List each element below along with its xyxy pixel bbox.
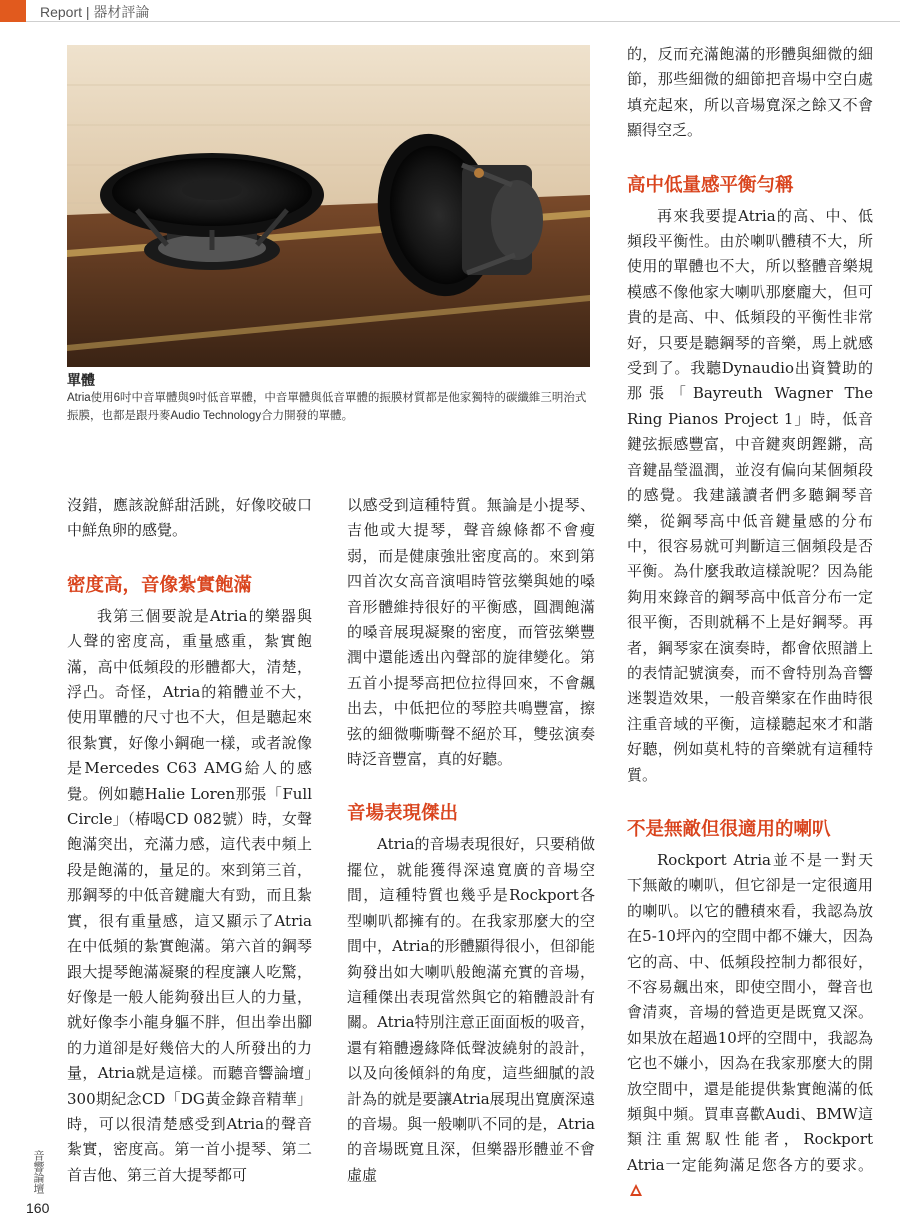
section-heading-soundstage: 音場表現傑出 [347,802,459,824]
paragraph: 我第三個要說是Atria的樂器與人聲的密度高，重量感重，紮實飽滿，高中低頻段的形體都大，清楚，浮凸。奇怪，Atria的箱體並不大，使用單體的尺寸也不大，但是聽起來很紮實，好像小鋼砲一樣，或者說像是Mercedes C63 AMG給人的感覺。例如聽Halie Loren那張「Full Circle」（椿喝CD 082號）時，女聲飽滿突出，充滿力感，這代表中頻上段是飽滿的，量足的。來到第三首，那鋼琴的中低音鍵龐大有勁，而且紮實，很有重量感，這又顯示了Atria在中低頻的紮實飽滿。第六首的鋼琴跟大提琴飽滿凝聚的程度讓人吃驚，好像是一般人能夠發出巨人的力量，就好像李小龍身軀不胖，但出拳出腳的力道卻是好幾倍大的人所發出的力量，Atria就是這樣。而聽音響論壇」300期紀念CD「DG黃金錄音精華」時，可以很清楚感受到Atria的聲音紮實，密度高。第一首小提琴、第二首吉他、第三首大提琴都可 [67,606,312,1184]
paragraph: 再來我要提Atria的高、中、低頻段平衡性。由於喇叭體積不大，所使用的單體也不大，所以整體音樂規模感不像他家大喇叭那麼龐大，但可貴的是高、中、低頻段的平衡性非常好，只要是聽鋼琴的音樂，馬上就感受到了。我聽Dynaudio出資贊助的那張「Bayreuth Wagner The Ring Pianos Project 1」時，低音鍵弦振感豐富，中音鍵爽朗鏗鏘，高音鍵晶瑩溫潤，並沒有偏向某個頻段的感覺。我建議讀者們多聽鋼琴音樂，從鋼琴高中低音鍵量感的分布中，很容易就可判斷這三個頻段是否平衡。為什麼我敢這樣說呢？因為能夠用來錄音的鋼琴高中低音分布一定很平衡，否則就稱不上是好鋼琴。再者，鋼琴家在演奏時，都會依照譜上的表情記號演奏，而不會特別為音響迷製造效果，一般音樂家在作曲時很注重音域的平衡，這樣聽起來才和諧好聽，例如莫札特的音樂就有這種特質。 [627,206,873,784]
paragraph-final [627,848,873,1204]
section-heading-balance: 高中低量感平衡勻稱 [627,173,794,195]
end-mark-icon [630,1184,642,1196]
paragraph: Atria的音場表現很好，只要稍做擺位，就能獲得深遠寬廣的音場空間，這種特質也幾乎是Rockport各型喇叭都擁有的。在我家那麼大的空間中，Atria的形體顯得很小，但卻能夠發出如大喇叭般飽滿充實的音場，這種傑出表現當然與它的箱體設計有關。Atria特別注意正面面板的吸音，還有箱體邊緣降低聲波繞射的設計，以及向後傾斜的角度，這些細膩的設計為的就是要讓Atria展現出寬廣深遠的音場。與一般喇叭不同的是，Atria的音場既寬且深，但樂器形體並不會虛虛 [347,835,595,1184]
photo-caption-title: 單體 [67,372,95,388]
paragraph-final-text: Rockport Atria並不是一對天下無敵的喇叭，但它卻是一定很適用的喇叭。以它的體積來看，我認為放在5-10坪內的空間中都不嫌大，因為它的高、中、低頻段控制力都很好，不容易飆出來，即使空間小，聲音也會清爽，音場的營造更是既寬又深。如果放在超過10坪的空間中，我認為它也不嫌小，因為在我家那麼大的開放空間中，還是能提供紮實飽滿的低頻與中頻。買車喜歡Audi、BMW這類注重駕馭性能者，Rockport Atria一定能夠滿足您各方的要求。 [627,850,873,1174]
section-heading-density: 密度高，音像紮實飽滿 [67,573,253,595]
article-column-2 [347,493,595,1188]
paragraph: 沒錯，應該說鮮甜活跳，好像咬破口中鮮魚卵的感覺。 [67,496,312,540]
header-rule [26,21,900,22]
speaker-drivers-illustration [67,45,590,367]
section-color-tab [0,0,26,22]
magazine-name: 音響論壇 [32,1150,44,1194]
page-number: 160 [26,1200,50,1216]
section-header: Report | 器材評論 [40,4,150,20]
article-column-1 [67,493,312,1188]
speaker-drivers-photo [67,45,590,367]
paragraph: 的，反而充滿飽滿的形體與細微的細節，那些細微的細節把音場中空白處填充起來，所以音場寬深之餘又不會顯得空乏。 [627,45,873,140]
paragraph: 以感受到這種特質。無論是小提琴、吉他或大提琴，聲音線條都不會瘦弱，而是健康強壯密度高的。來到第四首次女高音演唱時管弦樂與她的嗓音形體維持很好的平衡感，圓潤飽滿的嗓音展現凝聚的密度，而管弦樂豐潤中還能透出內聲部的旋律變化。第五首小提琴高把位拉得回來，不會飆出去，中低把位的琴腔共鳴豐富，擦弦的細微嘶嘶聲不絕於耳，雙弦演奏時泛音豐富，真的好聽。 [347,496,595,769]
photo-caption-body: Atria使用6吋中音單體與9吋低音單體，中音單體與低音單體的振膜材質都是他家獨特的碳纖維三明治式振膜，也都是跟丹麥Audio Technology合力開發的單體。 [67,392,587,422]
section-heading-conclusion: 不是無敵但很適用的喇叭 [627,817,831,839]
article-column-3 [627,42,873,1204]
